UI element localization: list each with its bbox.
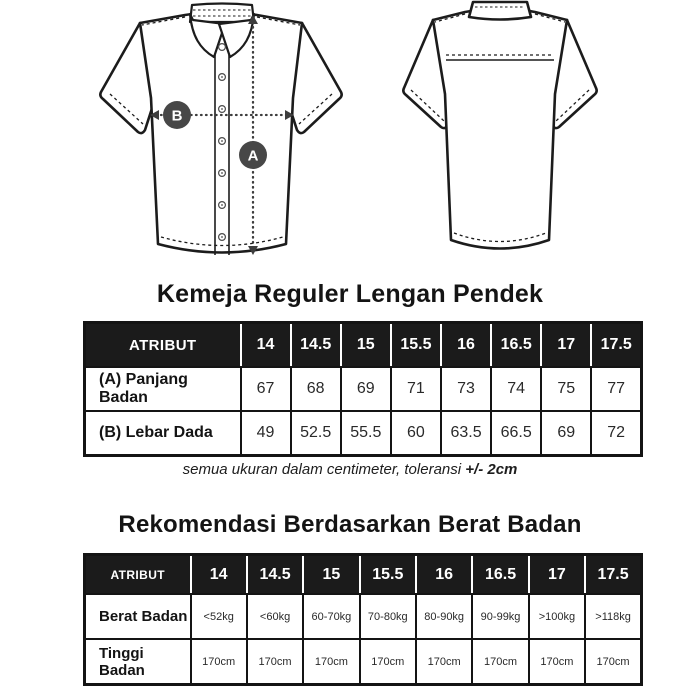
- tolerance-note-emphasis: +/- 2cm: [465, 461, 518, 478]
- weight-value: 60-70kg: [303, 594, 359, 639]
- height-value: 170cm: [529, 639, 585, 685]
- table-row-lebar-dada: [85, 411, 642, 456]
- shirt-back-diagram: [385, 0, 615, 262]
- weight-recommendation-title: Rekomendasi Berdasarkan Berat Badan: [118, 511, 582, 538]
- measurement-value: 74: [491, 367, 541, 411]
- row-label: (A) Panjang Badan: [85, 367, 241, 411]
- height-value: 170cm: [585, 639, 641, 685]
- measurement-value: 73: [441, 367, 491, 411]
- measurement-value: 69: [341, 367, 391, 411]
- marker-a: [239, 141, 267, 169]
- height-value: 170cm: [360, 639, 416, 685]
- column-header-size-15-5: 15.5: [360, 555, 416, 595]
- marker-b: [163, 101, 191, 129]
- table-row-panjang-badan: [85, 367, 642, 411]
- column-header-size-16-5: 16.5: [472, 555, 528, 595]
- tolerance-note: [0, 461, 700, 478]
- weight-value: 70-80kg: [360, 594, 416, 639]
- measurement-value: 60: [391, 411, 441, 456]
- column-header-atribut: ATRIBUT: [85, 555, 191, 595]
- table-row-tinggi-badan: [85, 639, 642, 685]
- weight-value: 90-99kg: [472, 594, 528, 639]
- weight-value: >118kg: [585, 594, 641, 639]
- column-header-size-15-5: 15.5: [391, 323, 441, 368]
- measurement-value: 71: [391, 367, 441, 411]
- measurement-value: 68: [291, 367, 341, 411]
- column-header-size-16: 16: [441, 323, 491, 368]
- column-header-size-15: 15: [341, 323, 391, 368]
- weight-table-header-row: [85, 555, 642, 595]
- marker-b-label: B: [171, 107, 183, 125]
- measurement-value: 77: [591, 367, 641, 411]
- measurement-value: 75: [541, 367, 591, 411]
- back-collar: [469, 2, 531, 20]
- size-table-header-row: [85, 323, 642, 368]
- column-header-size-17: 17: [529, 555, 585, 595]
- measurement-value: 67: [241, 367, 291, 411]
- weight-value: <52kg: [191, 594, 247, 639]
- back-shirt-outline: [403, 2, 596, 249]
- column-header-size-14: 14: [241, 323, 291, 368]
- weight-value: >100kg: [529, 594, 585, 639]
- column-header-size-17-5: 17.5: [591, 323, 641, 368]
- height-value: 170cm: [247, 639, 303, 685]
- column-header-size-16: 16: [416, 555, 472, 595]
- marker-a-label: A: [247, 147, 259, 165]
- weight-value: <60kg: [247, 594, 303, 639]
- height-value: 170cm: [416, 639, 472, 685]
- measurement-value: 49: [241, 411, 291, 456]
- row-label: Berat Badan: [85, 594, 191, 639]
- column-header-size-16-5: 16.5: [491, 323, 541, 368]
- measurement-value: 69: [541, 411, 591, 456]
- column-header-size-14-5: 14.5: [247, 555, 303, 595]
- measurement-value: 52.5: [291, 411, 341, 456]
- tolerance-note-text: semua ukuran dalam centimeter, toleransi: [182, 461, 466, 478]
- column-header-size-17: 17: [541, 323, 591, 368]
- back-body: [433, 9, 567, 249]
- height-value: 170cm: [472, 639, 528, 685]
- size-table: [83, 321, 643, 457]
- column-header-size-17-5: 17.5: [585, 555, 641, 595]
- height-value: 170cm: [191, 639, 247, 685]
- measurement-value: 63.5: [441, 411, 491, 456]
- weight-value: 80-90kg: [416, 594, 472, 639]
- shirt-front-diagram: [90, 2, 352, 264]
- size-chart-title: Kemeja Reguler Lengan Pendek: [156, 280, 544, 308]
- row-label: (B) Lebar Dada: [85, 411, 241, 456]
- measurement-value: 55.5: [341, 411, 391, 456]
- table-row-berat-badan: [85, 594, 642, 639]
- measurement-value: 72: [591, 411, 641, 456]
- weight-table: [83, 553, 643, 686]
- height-value: 170cm: [303, 639, 359, 685]
- measurement-value: 66.5: [491, 411, 541, 456]
- column-header-size-14-5: 14.5: [291, 323, 341, 368]
- column-header-atribut: ATRIBUT: [85, 323, 241, 368]
- row-label: Tinggi Badan: [85, 639, 191, 685]
- column-header-size-14: 14: [191, 555, 247, 595]
- column-header-size-15: 15: [303, 555, 359, 595]
